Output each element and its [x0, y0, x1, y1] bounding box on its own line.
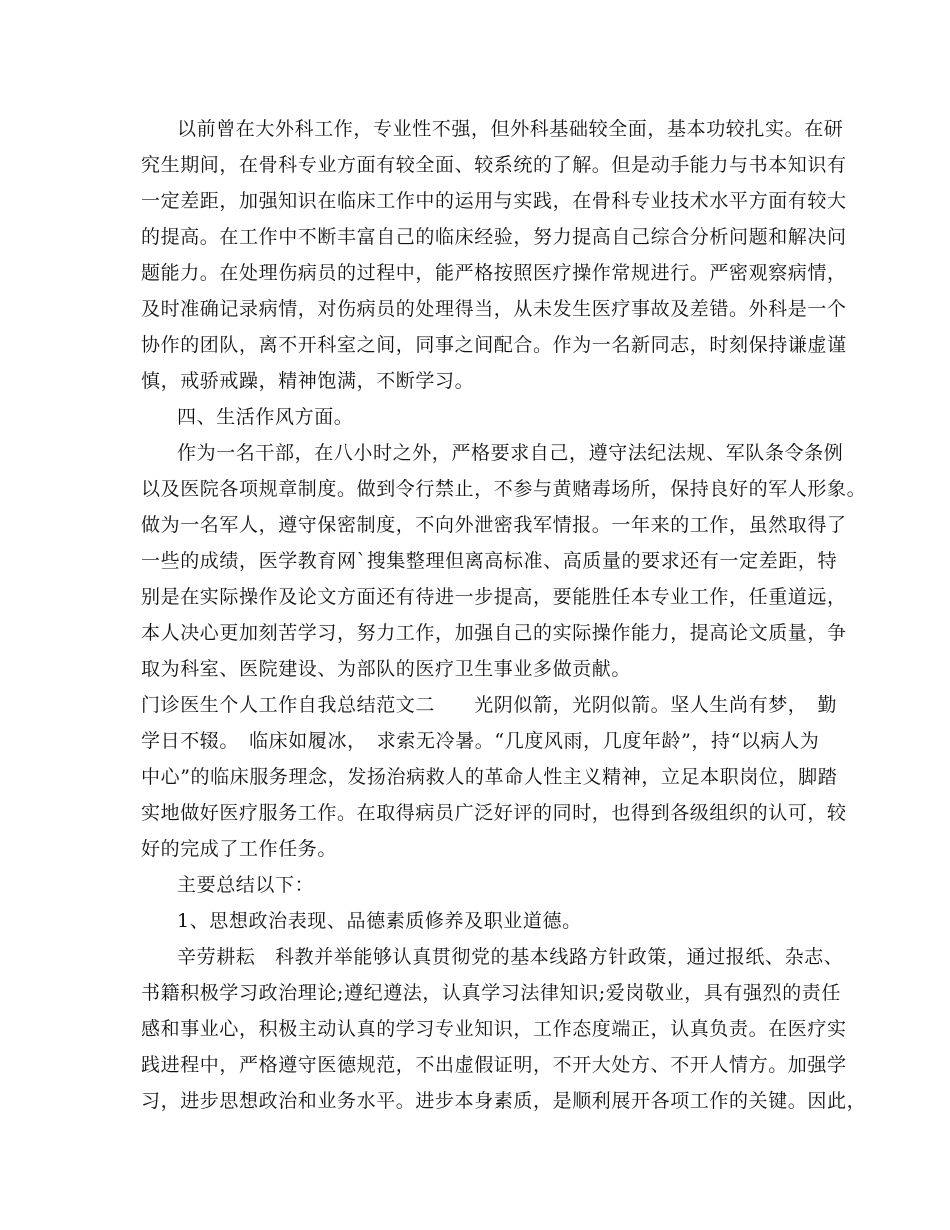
text-line: 究生期间，在骨科专业方面有较全面、较系统的了解。但是动手能力与书本知识有 — [141, 154, 847, 176]
text-line: 别是在实际操作及论文方面还有待进一步提高，要能胜任本专业工作，任重道远， — [141, 586, 847, 608]
section-heading: 1、思想政治表现、品德素质修养及职业道德。 — [177, 910, 582, 932]
text-line: 及时准确记录病情，对伤病员的处理得当，从未发生医疗事故及差错。外科是一个 — [141, 298, 847, 320]
text-line: 好的完成了工作任务。 — [141, 838, 338, 860]
text-line: 一定差距，加强知识在临床工作中的运用与实践，在骨科专业技术水平方面有较大 — [141, 190, 847, 212]
text-line: 中心”的临床服务理念，发扬治病救人的革命人性主义精神，立足本职岗位，脚踏 — [141, 766, 838, 788]
section-heading: 主要总结以下： — [177, 874, 315, 896]
article-title-line: 门诊医生个人工作自我总结范文二 光阴似箭，光阴似箭。坚人生尚有梦， 勤 — [141, 694, 838, 716]
section-heading: 四、生活作风方面。 — [177, 406, 354, 428]
text-line: 感和事业心，积极主动认真的学习专业知识，工作态度端正，认真负责。在医疗实 — [141, 1018, 847, 1040]
text-line: 书籍积极学习政治理论;遵纪遵法，认真学习法律知识;爱岗敬业，具有强烈的责任 — [141, 982, 842, 1004]
text-line: 的提高。在工作中不断丰富自己的临床经验，努力提高自己综合分析问题和解决问 — [141, 226, 847, 248]
text-line: 一些的成绩，医学教育网`搜集整理但离高标准、高质量的要求还有一定差距，特 — [141, 550, 838, 572]
text-line: 以前曾在大外科工作，专业性不强，但外科基础较全面，基本功较扎实。在研 — [177, 118, 844, 140]
text-line: 题能力。在处理伤病员的过程中，能严格按照医疗操作常规进行。严密观察病情， — [141, 262, 847, 284]
text-line: 习，进步思想政治和业务水平。进步本身素质，是顺利展开各项工作的关键。因此， — [141, 1090, 867, 1112]
text-line: 作为一名干部，在八小时之外，严格要求自己，遵守法纪法规、军队条令条例 — [177, 442, 844, 464]
text-line: 践进程中，严格遵守医德规范，不出虚假证明，不开大处方、不开人情方。加强学 — [141, 1054, 847, 1076]
text-line: 本人决心更加刻苦学习，努力工作，加强自己的实际操作能力，提高论文质量，争 — [141, 622, 847, 644]
text-line: 辛劳耕耘 科教并举能够认真贯彻党的基本线路方针政策，通过报纸、杂志、 — [177, 946, 844, 968]
text-line: 学日不辍。 临床如履冰， 求索无冷暑。“几度风雨，几度年龄”，持“以病人为 — [141, 730, 820, 752]
text-line: 做为一名军人，遵守保密制度，不向外泄密我军情报。一年来的工作，虽然取得了 — [141, 514, 847, 536]
text-line: 取为科室、医院建设、为部队的医疗卫生事业多做贡献。 — [141, 658, 632, 680]
text-line: 协作的团队，离不开科室之间，同事之间配合。作为一名新同志，时刻保持谦虚谨 — [141, 334, 847, 356]
text-line: 慎，戒骄戒躁，精神饱满，不断学习。 — [141, 370, 475, 392]
text-line: 实地做好医疗服务工作。在取得病员广泛好评的同时，也得到各级组织的认可，较 — [141, 802, 847, 824]
text-line: 以及医院各项规章制度。做到令行禁止，不参与黄赌毒场所，保持良好的军人形象。 — [141, 478, 867, 500]
